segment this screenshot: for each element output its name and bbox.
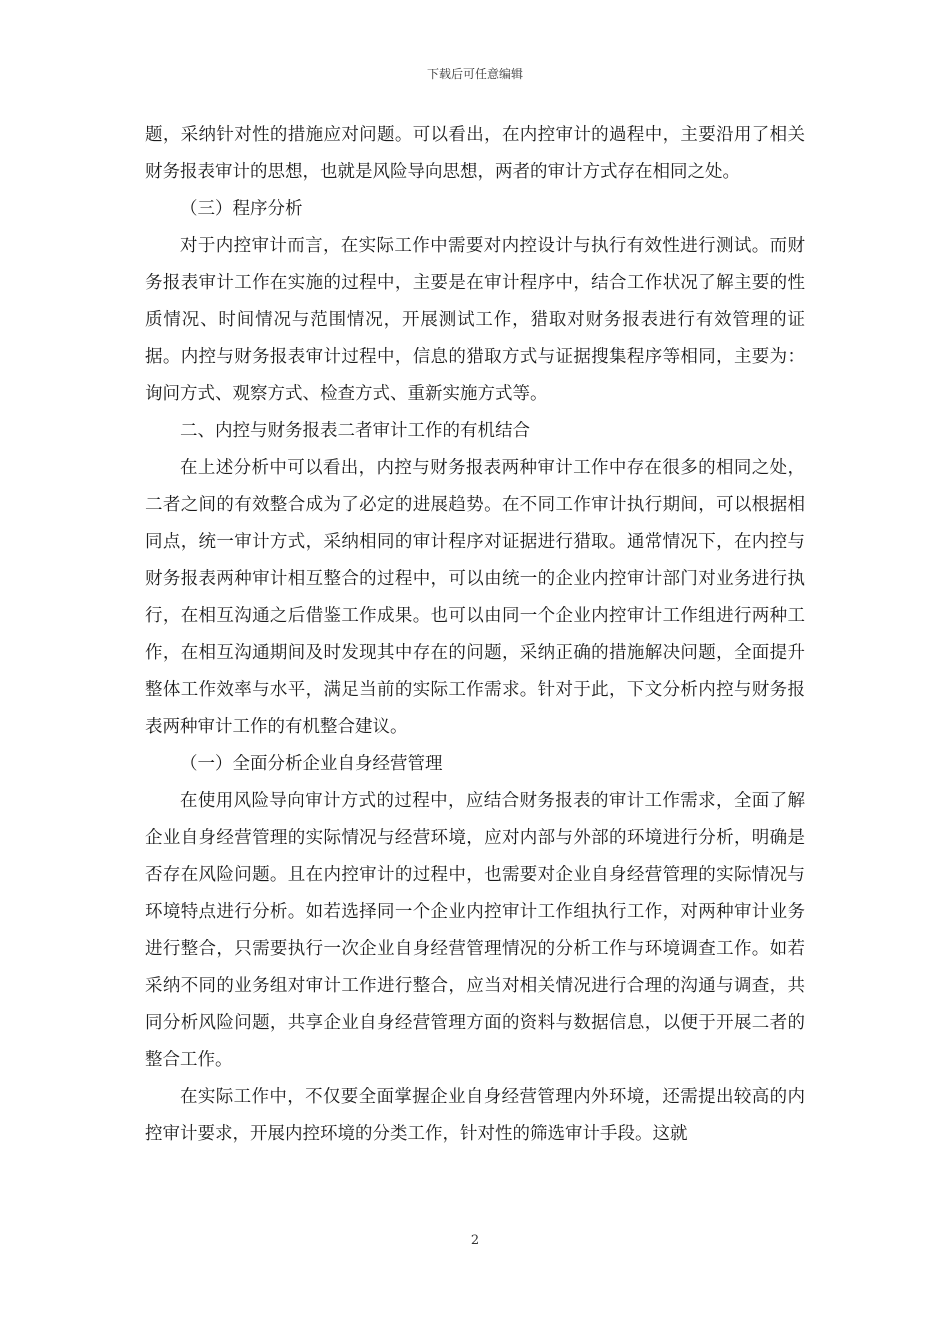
- section-heading-program-analysis: （三）程序分析: [180, 199, 303, 219]
- paragraph-internal-environment: 在实际工作中，不仅要全面掌握企业自身经营管理内外环境，还需提出较高的内控审计要求，开展内控环境的分类工作，针对性的筛选审计手段。这就: [145, 1087, 805, 1144]
- paragraph-program-analysis: 对于内控审计而言，在实际工作中需要对内控设计与执行有效性进行测试。而财务报表审计工作在实施的过程中，主要是在审计程序中，结合工作状况了解主要的性质情况、时间情况与范围情况，开展测试工作，猎取对财务报表进行有效管理的证据。内控与财务报表审计过程中，信息的猎取方式与证据搜集程序等相同，主要为：询问方式、观察方式、检查方式、重新实施方式等。: [145, 236, 805, 404]
- section-heading-business-management: （一）全面分析企业自身经营管理: [180, 754, 443, 774]
- document-body: [145, 117, 805, 1153]
- paragraph-continuation: 题，采纳针对性的措施应对问题。可以看出，在内控审计的過程中，主要沿用了相关财务报表审计的思想，也就是风险导向思想，两者的审计方式存在相同之处。: [145, 125, 805, 182]
- section-heading-organic-combination: 二、内控与财务报表二者审计工作的有机结合: [180, 421, 530, 441]
- paragraph-business-management: 在使用风险导向审计方式的过程中，应结合财务报表的审计工作需求，全面了解企业自身经营管理的实际情况与经营环境，应对内部与外部的环境进行分析，明确是否存在风险问题。且在内控审计的过程中，也需要对企业自身经营管理的实际情况与环境特点进行分析。如若选择同一个企业内控审计工作组执行工作，对两种审计业务进行整合，只需要执行一次企业自身经营管理情况的分析工作与环境调查工作。如若采纳不同的业务组对审计工作进行整合，应当对相关情况进行合理的沟通与调查，共同分析风险问题，共享企业自身经营管理方面的资料与数据信息，以便于开展二者的整合工作。: [145, 791, 805, 1070]
- page-header: 下载后可任意编辑: [426, 67, 523, 81]
- paragraph-organic-combination: 在上述分析中可以看出，内控与财务报表两种审计工作中存在很多的相同之处，二者之间的有效整合成为了必定的进展趋势。在不同工作审计执行期间，可以根据相同点，统一审计方式，采纳相同的审计程序对证据进行猎取。通常情况下，在内控与财务报表两种审计相互整合的过程中，可以由统一的企业内控审计部门对业务进行执行，在相互沟通之后借鉴工作成果。也可以由同一个企业内控审计工作组进行两种工作，在相互沟通期间及时发现其中存在的问题，采纳正确的措施解决问题，全面提升整体工作效率与水平，满足当前的实际工作需求。针对于此，下文分析内控与财务报表两种审计工作的有机整合建议。: [145, 458, 805, 737]
- page-number: 2: [470, 1233, 480, 1248]
